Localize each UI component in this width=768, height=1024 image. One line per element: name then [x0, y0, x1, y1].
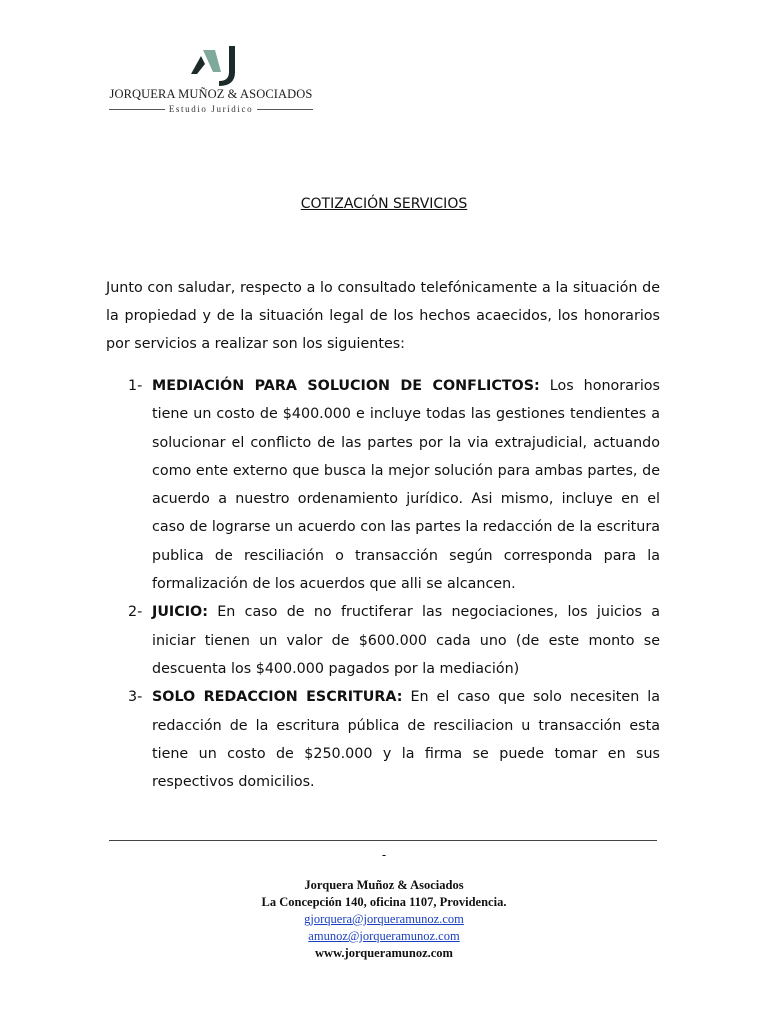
item-heading: JUICIO: [152, 604, 208, 621]
item-number: 3- [128, 689, 143, 706]
service-list [106, 372, 660, 796]
item-text: En el caso que solo necesiten la redacción de la escritura pública de resciliacion u transacción esta tiene un costo de $250.000 y la firma se puede tomar en sus respectivos domicilios. [152, 689, 660, 791]
service-item-juicio [106, 598, 660, 683]
item-number: 2- [128, 604, 143, 621]
intro-paragraph: Junto con saludar, respecto a lo consultado telefónicamente a la situación de la propiedad y de la situación legal de los hechos acaecidos, los honorarios por servicios a realizar son los siguientes: [106, 280, 660, 352]
item-number: 1- [128, 378, 143, 394]
service-item-mediacion [106, 372, 660, 598]
email-link-gjorquera[interactable]: gjorquera@jorqueramunoz.com [304, 912, 464, 926]
service-item-redaccion [106, 683, 660, 796]
footer-address: La Concepción 140, oficina 1107, Providencia. [261, 895, 507, 909]
left-rule [109, 109, 165, 110]
monogram-logo-icon [185, 42, 245, 88]
item-heading: SOLO REDACCION ESCRITURA: [152, 689, 403, 706]
footer-divider [109, 840, 657, 841]
footer [0, 877, 768, 962]
right-rule [257, 109, 313, 110]
firm-logo [105, 42, 317, 116]
document-title: COTIZACIÓN SERVICIOS [300, 196, 468, 212]
footer-firm: Jorquera Muñoz & Asociados [304, 878, 464, 892]
firm-name: JORQUERA MUÑOZ & ASOCIADOS [109, 87, 313, 101]
item-text: Los honorarios tiene un costo de $400.000 e incluye todas las gestiones tendientes a solucionar el conflicto de las partes por la via extrajudicial, actuando como ente externo que busca la mejor solución para ambas partes, de acuerdo a nuestro ordenamiento jurídico. Asi mismo, incluye en el caso de lograrse un acuerdo con las partes la redacción de la escritura publica de resciliación o transacción según corresponda para la formalización de los acuerdos que alli se alcancen. [152, 378, 660, 593]
footer-website[interactable]: www.jorqueramunoz.com [315, 946, 453, 960]
firm-subtitle-row [105, 104, 317, 114]
item-text: En caso de no fructiferar las negociaciones, los juicios a iniciar tienen un valor de $600.000 cada uno (de este monto se descuenta los $400.000 pagados por la mediación) [152, 604, 660, 677]
item-heading: MEDIACIÓN PARA SOLUCION DE CONFLICTOS: [152, 378, 540, 394]
footer-dash: - [381, 848, 387, 862]
firm-subtitle: Estudio Jurídico [168, 104, 254, 114]
email-link-amunoz[interactable]: amunoz@jorqueramunoz.com [308, 929, 460, 943]
